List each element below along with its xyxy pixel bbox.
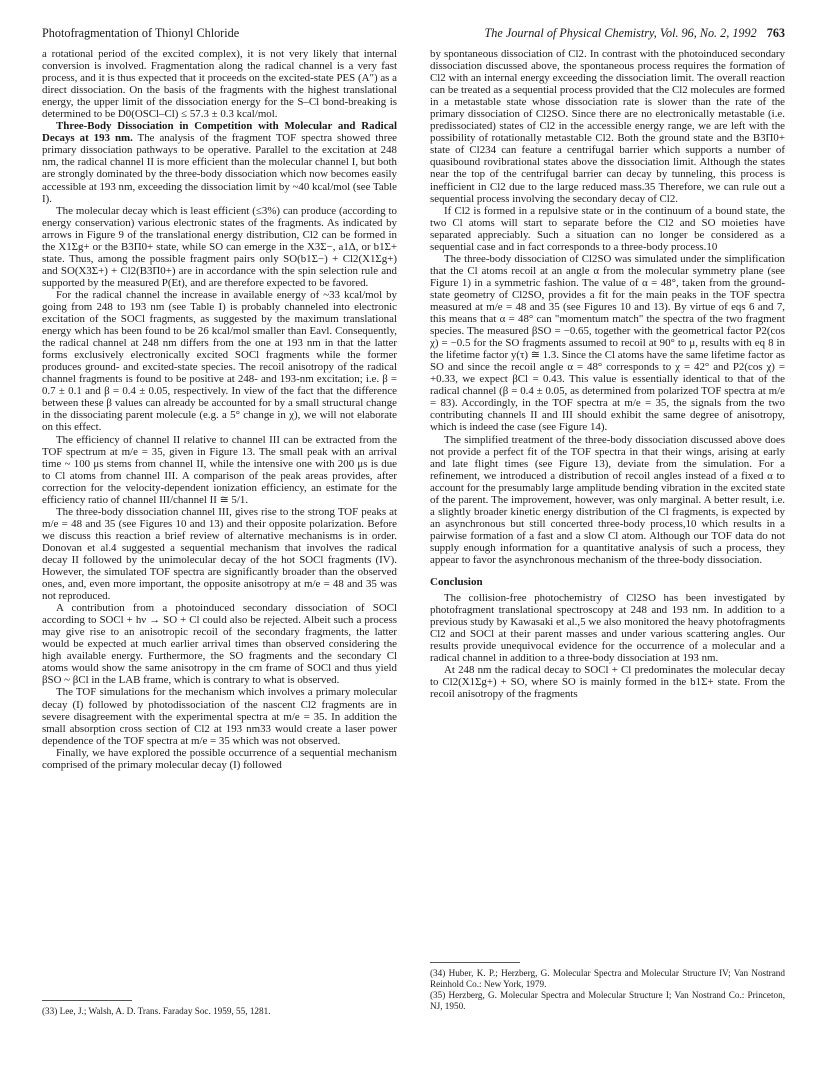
right-column [430, 48, 785, 700]
paragraph: A contribution from a photoinduced secondary dissociation of SOCl according to SOCl + hν → SO + Cl could also be rejected. Albeit such a process may give rise to an anisotropic recoil of the secondary fragments, the latter would be expected at much earlier arrival times than observed considering the high available energy. Furthermore, the SO fragments and the secondary Cl atoms would show the same anisotropy in the cm frame of SOCl and thus yield βSO ~ βCl in the LAB frame, which is contrary to what is observed. [42, 602, 397, 687]
paragraph: At 248 nm the radical decay to SOCl + Cl predominates the molecular decay to Cl2(X1Σg+) + SO, where SO is mainly formed in the b1Σ+ state. From the recoil anisotropy of the fragments [430, 664, 785, 701]
running-header [42, 26, 785, 42]
footnote-34: (34) Huber, K. P.; Herzberg, G. Molecular Spectra and Molecular Structure IV; Van Nostrand Reinhold Co.: New York, 1979. [430, 968, 785, 989]
running-title: Photofragmentation of Thionyl Chloride [42, 26, 240, 40]
paragraph: The three-body dissociation channel III, gives rise to the strong TOF peaks at m/e = 48 and 35 (see Figures 10 and 13) and their opposite polarization. Before we discuss this reaction a brief review of alternative mechanisms is in order. Donovan et al.4 suggested a sequential mechanism that involves the radical decay II followed by the unimolecular decay of the hot SOCl fragments (IV). However, the simulated TOF spectra are significantly broader than the observed ones, and, even more important, the opposite anisotropy at m/e = 48 and 35 was not reproduced. [42, 505, 397, 603]
journal-name: The Journal of Physical Chemistry, Vol. 96, No. 2, 1992 [484, 26, 757, 40]
paragraph-text: The analysis of the fragment TOF spectra showed three primary dissociation pathways to be operative. Parallel to the excitation at 248 nm, the radical channel II is more efficient than the molecular channel I, but both are strongly dominated by the three-body dissociation which now becomes easily accessible at 193 nm, exceeding the dissociation limit by ~40 kcal/mol (see Table I). [42, 132, 397, 205]
paragraph: The efficiency of channel II relative to channel III can be extracted from the TOF spectrum at m/e = 35, given in Figure 13. The small peak with an arrival time ~ 100 μs stems from channel II, while the intensive one with 200 μs is due to Cl atoms from channel III. A comparison of the peak areas provides, after correction for the velocity-dependent ionization efficiency, an estimate for the efficiency ratio of channel III/channel II ≅ 5/1. [42, 433, 397, 506]
paragraph: The TOF simulations for the mechanism which involves a primary molecular decay (I) followed by photodissociation of the nascent Cl2 fragments are in severe disagreement with the experimental spectra at m/e = 35. In addition the small absorption cross section of Cl2 at 193 nm33 would create a laser power dependence of the TOF spectra at m/e = 35 which was not observed. [42, 686, 397, 747]
paragraph: The molecular decay which is least efficient (≤3%) can produce (according to energy conservation) various electronic states of the fragments. As indicated by arrows in Figure 9 of the translational energy distribution, Cl2 can be formed in the X1Σg+ or the B3Π0+ state, while SO can emerge in the X3Σ−, a1Δ, or b1Σ+ state. Thus, among the possible fragment pairs only SO(b1Σ−) + Cl2(X1Σg+) and SO(X3Σ+) + Cl2(B3Π0+) are in accordance with the spin selection rule and supported by the measured P(Et), and are therefore expected to be favored. [42, 204, 397, 289]
paragraph: The three-body dissociation of Cl2SO was simulated under the simplification that the Cl atoms recoil at an angle α from the molecular symmetry plane (see Figure 1) in a symmetric fashion. The value of α = 48°, taken from the ground-state geometry of Cl2SO, provides a fit for the main peaks in the TOF spectra measured at m/e = 48 and 35 (see Figures 10 and 13). By virtue of eqs 6 and 7, this means that α = 48° can "momentum match" the spectra of the two fragment species. The measured βSO = −0.65, together with the geometrical factor P2(cos χ) = −0.5 for the SO fragments assumed to recoil at 90° to μ, results with eq 8 in the lifetime factor y(τ) ≅ 1.3. Since the Cl atoms have the same lifetime factor as SO and since the recoil angle α = 48° corresponds to χ = 42° and P2(cos χ) = +0.33, we expect βCl = 0.43. This value is essentially identical to that of the radical channel (β = 0.4 ± 0.05, as determined from polarized TOF spectra at m/e = 83). Accordingly, in the TOF spectra at m/e = 35, the signals from the two contributing channels II and III should exhibit the same degree of anisotropy, which is indeed the case (see Figure 14). [430, 252, 785, 434]
footnote-35: (35) Herzberg, G. Molecular Spectra and Molecular Structure I; Van Nostrand Co.: Princeton, NJ, 1950. [430, 990, 785, 1011]
paragraph: For the radical channel the increase in available energy of ~33 kcal/mol by going from 248 to 193 nm (see Table I) is probably channeled into electronic excitation of the SOCl fragments, as suggested by the maximum translational energy which has been found to be 26 kcal/mol smaller than Eavl. Consequently, the radical channel at 248 nm differs from the one at 193 nm in that the latter forms exclusively electronically excited SOCl fragments while the former produces ground- and excited-state species. The recoil anisotropy of the radical channel fragments is found to be positive at 248- and 193-nm excitation; i.e. β = 0.7 ± 0.1 and β = 0.4 ± 0.05, respectively. In view of the fact that the difference between these β values can already be accounted for by a small structural change in the dissociating parent molecule (e.g. a 5° change in χ), we will not elaborate on this effect. [42, 288, 397, 434]
section-run-in-heading: Three-Body Dissociation in Competition with Molecular and Radical Decays at 193 nm. [42, 120, 397, 145]
paragraph: by spontaneous dissociation of Cl2. In contrast with the photoinduced secondary dissociation discussed above, the spontaneous process requires the formation of Cl2 with an internal energy exceeding the dissociation limit. The overall reaction can be treated as a sequential process provided that the Cl2 molecules are formed in a metastable state whose dissociation rate is slower than the rate of the primary dissociation of Cl2SO. Since there are no electronically metastable (i.e. predissociated) states of Cl2 in the accessible energy range, we are left with the possibility of rotationally metastable Cl2. Both the ground state and the B3Π0+ state of Cl234 can feature a centrifugal barrier which supports a number of quasibound rovibrational states above the dissociation limit. Although the states near the top of the centrifugal barrier can decay by tunneling, this process is inefficient in Cl2 due to the large reduced mass.35 Therefore, we can rule out a sequential process involving the secondary decay of Cl2. [430, 48, 785, 205]
paragraph: The simplified treatment of the three-body dissociation discussed above does not provide a perfect fit of the TOF spectra in that their wings, arising at early and late flight times (see Figure 13), deviate from the simulation. For a refinement, we introduced a distribution of recoil angles instead of a fixed α to account for the presumably large amplitude bending vibration in the excited state of the parent. The improvement, however, was only marginal. A better result, i.e. a slightly broader kinetic energy distribution of the Cl fragments, is expected by an asynchronous but still concerted three-body process,10 which results in a pairwise formation of a fast and a slow Cl atom. Although our TOF data do not supply enough information for a quantitative analysis of such a process, they appear to favor the asynchronous mechanism of the three-body dissociation. [430, 433, 785, 566]
paragraph: Finally, we have explored the possible occurrence of a sequential mechanism comprised of the primary molecular decay (I) followed [42, 746, 397, 771]
left-column [42, 48, 397, 771]
paragraph [42, 120, 397, 204]
paragraph: If Cl2 is formed in a repulsive state or in the continuum of a bound state, the two Cl atoms will start to separate before the Cl2 and SO moieties have separated appreciably. Such a situation can no longer be considered as a sequential case and in fact corresponds to a three-body process.10 [430, 204, 785, 253]
footnote-rule [430, 962, 520, 963]
section-heading-conclusion: Conclusion [430, 576, 483, 589]
paragraph: The collision-free photochemistry of Cl2SO has been investigated by photofragment translational spectroscopy at 248 and 193 nm. In addition to a previous study by Kawasaki et al.,5 we also monitored the heavy photofragments Cl2 and SOCl at their parent masses and under various scattering angles. Our results provide unequivocal evidence for the occurrence of a molecular and a radical channel in addition to a three-body dissociation at 193 nm. [430, 592, 785, 665]
page-number: 763 [766, 26, 785, 40]
journal-citation [485, 26, 785, 41]
paragraph: a rotational period of the excited complex), it is not very likely that internal conversion is involved. Fragmentation along the radical channel is a very fast process, and it is thus expected that it proceeds on the excited-state PES (A″) as a direct dissociation. On the basis of the fragments with the highest translational energy, the upper limit of the dissociation energy for the S–Cl bond-breaking is determined to be D0(OSCl–Cl) ≤ 57.3 ± 0.3 kcal/mol. [42, 48, 397, 121]
footnote-33: (33) Lee, J.; Walsh, A. D. Trans. Faraday Soc. 1959, 55, 1281. [42, 1006, 271, 1016]
footnote-rule [42, 1000, 132, 1001]
